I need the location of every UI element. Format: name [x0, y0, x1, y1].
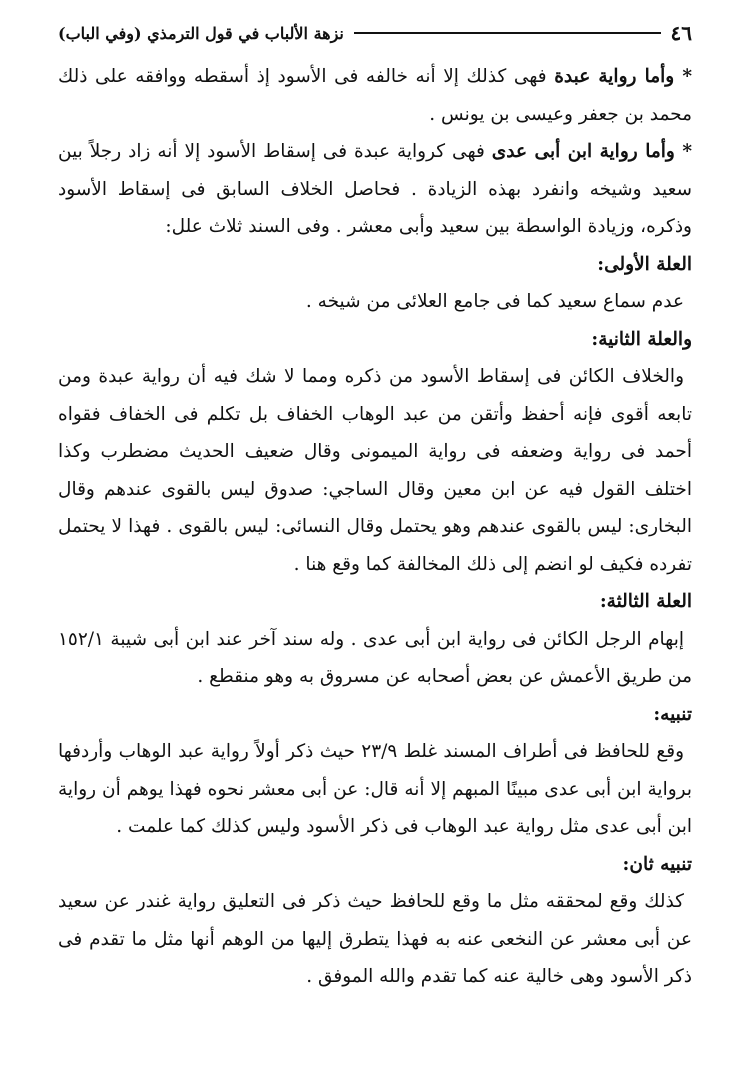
paragraph-lead: * وأما رواية عبدة	[554, 66, 692, 87]
paragraph-text: فهى كذلك إلا أنه خالفه فى الأسود إذ أسقطه ووافقه على ذلك محمد بن جعفر وعيسى بن يونس .	[58, 66, 692, 125]
section-heading: العلة الأولى:	[597, 253, 692, 275]
paragraph	[58, 133, 692, 246]
paragraph	[58, 58, 692, 133]
section-heading: تنبيه:	[653, 703, 692, 725]
header-rule	[354, 32, 661, 34]
section-heading: والعلة الثانية:	[591, 328, 692, 350]
paragraph: وقع للحافظ فى أطراف المسند غلط ٢٣/٩ حيث ذكر أولاً رواية عبد الوهاب وأردفها برواية ابن أبى عدى مبينًا المبهم إلا أنه قال: عن أبى معشر نحوه فهذا يوهم أن رواية ابن أبى عدى مثل رواية عبد الوهاب فى ذكر الأسود وليس كذلك كما علمت .	[58, 741, 692, 837]
paragraph-text: فهى كرواية عبدة فى إسقاط الأسود إلا أنه زاد رجلاً بين سعيد وشيخه وانفرد بهذه الزيادة . فحاصل الخلاف السابق فى إسقاط الأسود وذكره، وزيادة الواسطة بين سعيد وأبى معشر . وفى السند ثلاث علل:	[58, 141, 692, 237]
book-page	[58, 18, 692, 1048]
section-heading: تنبيه ثان:	[622, 853, 692, 875]
page-number: ٤٦	[670, 21, 692, 45]
section-heading: العلة الثالثة:	[599, 591, 692, 612]
paragraph: والخلاف الكائن فى إسقاط الأسود من ذكره ومما لا شك فيه أن رواية عبدة ومن تابعه أقوى فإنه أحفظ وأتقن من عبد الوهاب الخفاف بل تكلم فى الخفاف فقواه أحمد فى رواية وضعفه فى رواية الميمونى وقال ضعيف الحديث مضطرب وكذا اختلف القول فيه عن ابن معين وقال الساجي: صدوق ليس بالقوى عندهم وقال البخارى: ليس بالقوى عندهم وهو يحتمل وقال النسائى: ليس بالقوى . فهذا لا يحتمل تفرده فكيف لو انضم إلى ذلك المخالفة كما وقع هنا .	[58, 366, 692, 575]
running-header	[58, 18, 692, 48]
paragraph: عدم سماع سعيد كما فى جامع العلائى من شيخه .	[305, 291, 684, 312]
paragraph: كذلك وقع لمحققه مثل ما وقع للحافظ حيث ذكر فى التعليق رواية غندر عن سعيد عن أبى معشر عن النخعى عنه به فهذا يتطرق إليها من الوهم أنها مثل ما تقدم فى ذكر الأسود وهى خالية عنه كما تقدم والله الموفق .	[58, 891, 692, 987]
paragraph-lead: * وأما رواية ابن أبى عدى	[491, 141, 692, 162]
running-title: نزهة الألباب في قول الترمذي (وفي الباب)	[58, 23, 344, 43]
paragraph: إبهام الرجل الكائن فى رواية ابن أبى عدى . وله سند آخر عند ابن أبى شيبة ١٥٢/١ من طريق الأعمش عن بعض أصحابه عن مسروق به وهو منقطع .	[58, 628, 692, 687]
